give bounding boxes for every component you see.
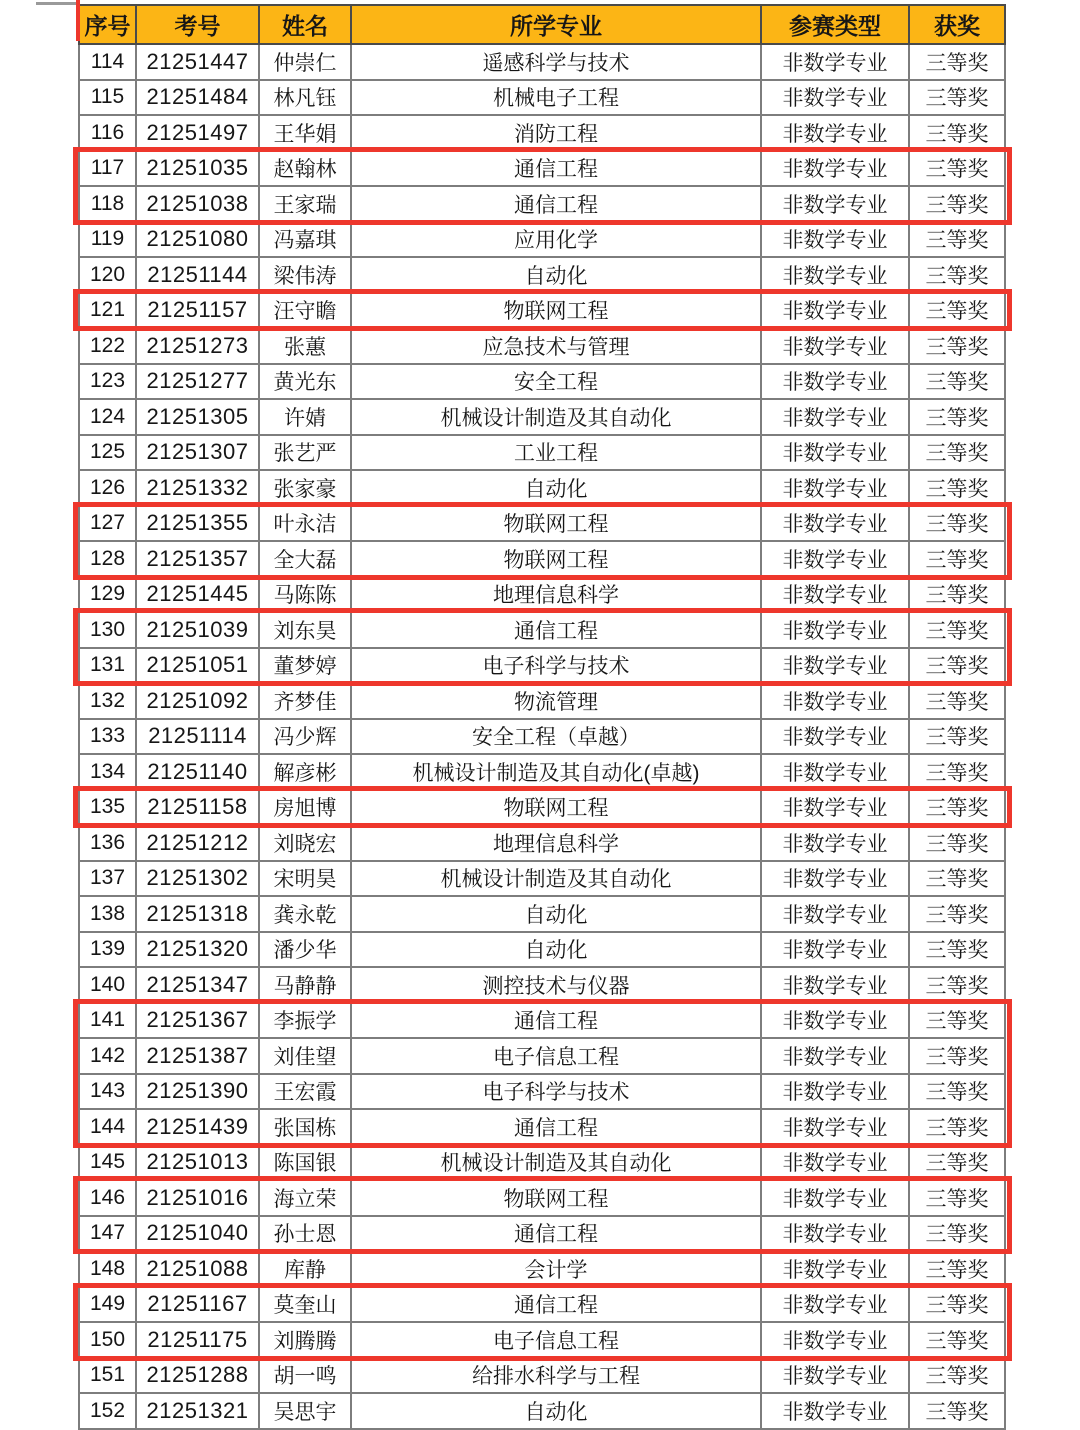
cell-serial: 114 <box>79 44 136 80</box>
cell-exam_no: 21251367 <box>136 1003 259 1039</box>
cell-category: 非数学专业 <box>761 364 909 400</box>
cell-major: 通信工程 <box>351 186 761 222</box>
table-row <box>79 541 1005 577</box>
cell-award: 三等奖 <box>909 44 1005 80</box>
column-header-exam_no: 考号 <box>136 5 259 44</box>
cell-serial: 135 <box>79 790 136 826</box>
cell-name: 张蕙 <box>259 328 351 364</box>
cell-award: 三等奖 <box>909 825 1005 861</box>
cell-exam_no: 21251447 <box>136 44 259 80</box>
cell-category: 非数学专业 <box>761 967 909 1003</box>
cell-award: 三等奖 <box>909 1003 1005 1039</box>
cell-name: 梁伟涛 <box>259 257 351 293</box>
cell-major: 地理信息科学 <box>351 577 761 613</box>
cell-major: 消防工程 <box>351 115 761 151</box>
table-row <box>79 612 1005 648</box>
cell-major: 机械设计制造及其自动化(卓越) <box>351 754 761 790</box>
cell-exam_no: 21251157 <box>136 293 259 329</box>
cell-name: 冯嘉琪 <box>259 222 351 258</box>
table-row <box>79 861 1005 897</box>
cell-exam_no: 21251387 <box>136 1038 259 1074</box>
cell-major: 地理信息科学 <box>351 825 761 861</box>
table-row <box>79 293 1005 329</box>
cell-major: 安全工程（卓越） <box>351 719 761 755</box>
cell-name: 房旭博 <box>259 790 351 826</box>
cell-category: 非数学专业 <box>761 115 909 151</box>
cell-award: 三等奖 <box>909 115 1005 151</box>
cell-category: 非数学专业 <box>761 1109 909 1145</box>
cell-serial: 130 <box>79 612 136 648</box>
cell-name: 许婧 <box>259 399 351 435</box>
cell-exam_no: 21251092 <box>136 683 259 719</box>
cell-exam_no: 21251158 <box>136 790 259 826</box>
cell-award: 三等奖 <box>909 80 1005 116</box>
cell-category: 非数学专业 <box>761 1038 909 1074</box>
cell-award: 三等奖 <box>909 1074 1005 1110</box>
cell-serial: 152 <box>79 1393 136 1429</box>
cell-name: 龚永乾 <box>259 896 351 932</box>
cell-award: 三等奖 <box>909 577 1005 613</box>
cell-category: 非数学专业 <box>761 896 909 932</box>
cell-name: 全大磊 <box>259 541 351 577</box>
cell-category: 非数学专业 <box>761 186 909 222</box>
cell-serial: 140 <box>79 967 136 1003</box>
header-left-red-mark <box>76 0 80 41</box>
cell-serial: 150 <box>79 1322 136 1358</box>
cell-name: 叶永洁 <box>259 506 351 542</box>
cell-exam_no: 21251013 <box>136 1145 259 1181</box>
cell-name: 吴思宇 <box>259 1393 351 1429</box>
cell-exam_no: 21251051 <box>136 648 259 684</box>
cell-category: 非数学专业 <box>761 435 909 471</box>
table-row <box>79 222 1005 258</box>
cell-major: 通信工程 <box>351 1216 761 1252</box>
table-row <box>79 1322 1005 1358</box>
cell-major: 电子科学与技术 <box>351 648 761 684</box>
cell-exam_no: 21251390 <box>136 1074 259 1110</box>
cell-award: 三等奖 <box>909 1180 1005 1216</box>
cell-serial: 141 <box>79 1003 136 1039</box>
cell-award: 三等奖 <box>909 1038 1005 1074</box>
table-row <box>79 932 1005 968</box>
cell-serial: 148 <box>79 1251 136 1287</box>
cell-serial: 121 <box>79 293 136 329</box>
cell-name: 冯少辉 <box>259 719 351 755</box>
cell-serial: 137 <box>79 861 136 897</box>
cell-name: 胡一鸣 <box>259 1358 351 1394</box>
cell-category: 非数学专业 <box>761 932 909 968</box>
table-row <box>79 1003 1005 1039</box>
cell-exam_no: 21251212 <box>136 825 259 861</box>
cell-award: 三等奖 <box>909 1251 1005 1287</box>
table-row <box>79 80 1005 116</box>
cell-name: 解彦彬 <box>259 754 351 790</box>
cell-exam_no: 21251039 <box>136 612 259 648</box>
cell-major: 给排水科学与工程 <box>351 1358 761 1394</box>
cell-category: 非数学专业 <box>761 293 909 329</box>
cell-exam_no: 21251080 <box>136 222 259 258</box>
cell-name: 刘东昊 <box>259 612 351 648</box>
cell-name: 齐梦佳 <box>259 683 351 719</box>
cell-name: 张家豪 <box>259 470 351 506</box>
cell-award: 三等奖 <box>909 541 1005 577</box>
cell-exam_no: 21251302 <box>136 861 259 897</box>
cell-name: 马静静 <box>259 967 351 1003</box>
column-header-category: 参赛类型 <box>761 5 909 44</box>
cell-exam_no: 21251144 <box>136 257 259 293</box>
table-row <box>79 896 1005 932</box>
cell-award: 三等奖 <box>909 1358 1005 1394</box>
cell-name: 潘少华 <box>259 932 351 968</box>
cell-serial: 131 <box>79 648 136 684</box>
cell-major: 物联网工程 <box>351 541 761 577</box>
cell-award: 三等奖 <box>909 861 1005 897</box>
table-row <box>79 115 1005 151</box>
cell-major: 安全工程 <box>351 364 761 400</box>
table-row <box>79 399 1005 435</box>
cell-award: 三等奖 <box>909 364 1005 400</box>
cell-category: 非数学专业 <box>761 825 909 861</box>
cell-category: 非数学专业 <box>761 683 909 719</box>
cell-exam_no: 21251332 <box>136 470 259 506</box>
cell-exam_no: 21251305 <box>136 399 259 435</box>
cell-category: 非数学专业 <box>761 80 909 116</box>
cell-serial: 116 <box>79 115 136 151</box>
column-header-award: 获奖 <box>909 5 1005 44</box>
cell-serial: 145 <box>79 1145 136 1181</box>
table-row <box>79 967 1005 1003</box>
cell-category: 非数学专业 <box>761 1074 909 1110</box>
column-header-major: 所学专业 <box>351 5 761 44</box>
cell-major: 物联网工程 <box>351 506 761 542</box>
table-row <box>79 151 1005 187</box>
cell-category: 非数学专业 <box>761 506 909 542</box>
cell-award: 三等奖 <box>909 435 1005 471</box>
cell-category: 非数学专业 <box>761 541 909 577</box>
top-edge-artifact-line <box>36 2 80 5</box>
cell-name: 李振学 <box>259 1003 351 1039</box>
cell-award: 三等奖 <box>909 719 1005 755</box>
cell-name: 刘晓宏 <box>259 825 351 861</box>
cell-name: 张艺严 <box>259 435 351 471</box>
cell-exam_no: 21251288 <box>136 1358 259 1394</box>
cell-name: 孙士恩 <box>259 1216 351 1252</box>
cell-category: 非数学专业 <box>761 151 909 187</box>
cell-major: 物联网工程 <box>351 790 761 826</box>
cell-serial: 138 <box>79 896 136 932</box>
cell-major: 机械设计制造及其自动化 <box>351 399 761 435</box>
table-row <box>79 364 1005 400</box>
cell-exam_no: 21251307 <box>136 435 259 471</box>
cell-major: 自动化 <box>351 896 761 932</box>
cell-major: 测控技术与仪器 <box>351 967 761 1003</box>
table-row <box>79 1074 1005 1110</box>
cell-serial: 146 <box>79 1180 136 1216</box>
cell-exam_no: 21251318 <box>136 896 259 932</box>
cell-serial: 125 <box>79 435 136 471</box>
table-row <box>79 1251 1005 1287</box>
cell-major: 电子科学与技术 <box>351 1074 761 1110</box>
table-row <box>79 1216 1005 1252</box>
cell-category: 非数学专业 <box>761 1322 909 1358</box>
table-row <box>79 506 1005 542</box>
table-row <box>79 186 1005 222</box>
table-row <box>79 435 1005 471</box>
cell-major: 会计学 <box>351 1251 761 1287</box>
table-row <box>79 1287 1005 1323</box>
cell-name: 刘腾腾 <box>259 1322 351 1358</box>
cell-name: 董梦婷 <box>259 648 351 684</box>
table-row <box>79 470 1005 506</box>
cell-major: 工业工程 <box>351 435 761 471</box>
cell-serial: 122 <box>79 328 136 364</box>
cell-name: 陈国银 <box>259 1145 351 1181</box>
cell-category: 非数学专业 <box>761 861 909 897</box>
cell-name: 黄光东 <box>259 364 351 400</box>
cell-award: 三等奖 <box>909 186 1005 222</box>
cell-award: 三等奖 <box>909 506 1005 542</box>
cell-major: 应急技术与管理 <box>351 328 761 364</box>
cell-exam_no: 21251038 <box>136 186 259 222</box>
cell-exam_no: 21251140 <box>136 754 259 790</box>
table-row <box>79 328 1005 364</box>
cell-award: 三等奖 <box>909 1287 1005 1323</box>
column-header-serial: 序号 <box>79 5 136 44</box>
cell-serial: 128 <box>79 541 136 577</box>
cell-award: 三等奖 <box>909 257 1005 293</box>
cell-major: 遥感科学与技术 <box>351 44 761 80</box>
cell-serial: 149 <box>79 1287 136 1323</box>
cell-major: 通信工程 <box>351 612 761 648</box>
cell-category: 非数学专业 <box>761 719 909 755</box>
cell-exam_no: 21251167 <box>136 1287 259 1323</box>
table-row <box>79 790 1005 826</box>
cell-serial: 147 <box>79 1216 136 1252</box>
cell-major: 应用化学 <box>351 222 761 258</box>
cell-major: 通信工程 <box>351 1003 761 1039</box>
cell-name: 王华娟 <box>259 115 351 151</box>
cell-major: 机械设计制造及其自动化 <box>351 861 761 897</box>
cell-category: 非数学专业 <box>761 1287 909 1323</box>
cell-name: 仲崇仁 <box>259 44 351 80</box>
table-row <box>79 1145 1005 1181</box>
cell-serial: 119 <box>79 222 136 258</box>
cell-serial: 120 <box>79 257 136 293</box>
cell-award: 三等奖 <box>909 328 1005 364</box>
cell-category: 非数学专业 <box>761 612 909 648</box>
cell-major: 物联网工程 <box>351 1180 761 1216</box>
cell-serial: 143 <box>79 1074 136 1110</box>
cell-serial: 132 <box>79 683 136 719</box>
cell-exam_no: 21251040 <box>136 1216 259 1252</box>
cell-serial: 129 <box>79 577 136 613</box>
table-row <box>79 719 1005 755</box>
cell-serial: 139 <box>79 932 136 968</box>
cell-category: 非数学专业 <box>761 44 909 80</box>
cell-exam_no: 21251320 <box>136 932 259 968</box>
cell-exam_no: 21251445 <box>136 577 259 613</box>
cell-exam_no: 21251484 <box>136 80 259 116</box>
cell-category: 非数学专业 <box>761 222 909 258</box>
cell-award: 三等奖 <box>909 470 1005 506</box>
cell-name: 刘佳望 <box>259 1038 351 1074</box>
cell-name: 王家瑞 <box>259 186 351 222</box>
cell-award: 三等奖 <box>909 1109 1005 1145</box>
cell-exam_no: 21251357 <box>136 541 259 577</box>
cell-serial: 134 <box>79 754 136 790</box>
cell-major: 机械电子工程 <box>351 80 761 116</box>
cell-name: 宋明昊 <box>259 861 351 897</box>
cell-exam_no: 21251114 <box>136 719 259 755</box>
cell-exam_no: 21251035 <box>136 151 259 187</box>
cell-category: 非数学专业 <box>761 1145 909 1181</box>
cell-major: 通信工程 <box>351 1109 761 1145</box>
cell-award: 三等奖 <box>909 967 1005 1003</box>
table-row <box>79 44 1005 80</box>
cell-category: 非数学专业 <box>761 1180 909 1216</box>
cell-serial: 115 <box>79 80 136 116</box>
cell-exam_no: 21251439 <box>136 1109 259 1145</box>
table-row <box>79 1393 1005 1429</box>
cell-name: 库静 <box>259 1251 351 1287</box>
cell-category: 非数学专业 <box>761 470 909 506</box>
cell-serial: 151 <box>79 1358 136 1394</box>
cell-name: 海立荣 <box>259 1180 351 1216</box>
column-header-name: 姓名 <box>259 5 351 44</box>
cell-name: 张国栋 <box>259 1109 351 1145</box>
cell-category: 非数学专业 <box>761 1251 909 1287</box>
cell-serial: 117 <box>79 151 136 187</box>
cell-serial: 124 <box>79 399 136 435</box>
table-row <box>79 1038 1005 1074</box>
table-header-row <box>79 5 1005 44</box>
table-row <box>79 1180 1005 1216</box>
cell-name: 林凡钰 <box>259 80 351 116</box>
table-row <box>79 683 1005 719</box>
cell-category: 非数学专业 <box>761 1358 909 1394</box>
cell-major: 机械设计制造及其自动化 <box>351 1145 761 1181</box>
cell-exam_no: 21251277 <box>136 364 259 400</box>
cell-exam_no: 21251088 <box>136 1251 259 1287</box>
cell-major: 物联网工程 <box>351 293 761 329</box>
cell-category: 非数学专业 <box>761 1216 909 1252</box>
cell-serial: 133 <box>79 719 136 755</box>
cell-category: 非数学专业 <box>761 577 909 613</box>
cell-major: 通信工程 <box>351 151 761 187</box>
cell-serial: 136 <box>79 825 136 861</box>
award-table <box>78 4 1006 1430</box>
cell-major: 电子信息工程 <box>351 1038 761 1074</box>
cell-award: 三等奖 <box>909 754 1005 790</box>
cell-award: 三等奖 <box>909 612 1005 648</box>
cell-award: 三等奖 <box>909 399 1005 435</box>
cell-serial: 126 <box>79 470 136 506</box>
cell-exam_no: 21251355 <box>136 506 259 542</box>
cell-name: 赵翰林 <box>259 151 351 187</box>
cell-exam_no: 21251321 <box>136 1393 259 1429</box>
table-row <box>79 577 1005 613</box>
cell-major: 自动化 <box>351 932 761 968</box>
cell-exam_no: 21251497 <box>136 115 259 151</box>
table-row <box>79 257 1005 293</box>
cell-category: 非数学专业 <box>761 328 909 364</box>
cell-exam_no: 21251273 <box>136 328 259 364</box>
cell-category: 非数学专业 <box>761 648 909 684</box>
cell-award: 三等奖 <box>909 648 1005 684</box>
cell-name: 莫奎山 <box>259 1287 351 1323</box>
cell-major: 物流管理 <box>351 683 761 719</box>
cell-exam_no: 21251016 <box>136 1180 259 1216</box>
cell-serial: 127 <box>79 506 136 542</box>
table-row <box>79 1109 1005 1145</box>
cell-category: 非数学专业 <box>761 257 909 293</box>
cell-major: 自动化 <box>351 470 761 506</box>
cell-award: 三等奖 <box>909 1393 1005 1429</box>
table-row <box>79 1358 1005 1394</box>
cell-category: 非数学专业 <box>761 399 909 435</box>
cell-award: 三等奖 <box>909 1216 1005 1252</box>
cell-award: 三等奖 <box>909 683 1005 719</box>
cell-award: 三等奖 <box>909 222 1005 258</box>
cell-category: 非数学专业 <box>761 754 909 790</box>
cell-award: 三等奖 <box>909 896 1005 932</box>
cell-award: 三等奖 <box>909 1145 1005 1181</box>
cell-major: 自动化 <box>351 257 761 293</box>
table-row <box>79 648 1005 684</box>
cell-category: 非数学专业 <box>761 790 909 826</box>
cell-major: 电子信息工程 <box>351 1322 761 1358</box>
cell-award: 三等奖 <box>909 293 1005 329</box>
cell-major: 通信工程 <box>351 1287 761 1323</box>
cell-serial: 123 <box>79 364 136 400</box>
cell-serial: 144 <box>79 1109 136 1145</box>
cell-award: 三等奖 <box>909 151 1005 187</box>
cell-award: 三等奖 <box>909 1322 1005 1358</box>
cell-exam_no: 21251175 <box>136 1322 259 1358</box>
cell-name: 马陈陈 <box>259 577 351 613</box>
cell-name: 汪守瞻 <box>259 293 351 329</box>
cell-award: 三等奖 <box>909 932 1005 968</box>
cell-exam_no: 21251347 <box>136 967 259 1003</box>
cell-serial: 118 <box>79 186 136 222</box>
table-row <box>79 825 1005 861</box>
cell-category: 非数学专业 <box>761 1393 909 1429</box>
cell-award: 三等奖 <box>909 790 1005 826</box>
cell-category: 非数学专业 <box>761 1003 909 1039</box>
cell-major: 自动化 <box>351 1393 761 1429</box>
table-row <box>79 754 1005 790</box>
cell-name: 王宏霞 <box>259 1074 351 1110</box>
cell-serial: 142 <box>79 1038 136 1074</box>
